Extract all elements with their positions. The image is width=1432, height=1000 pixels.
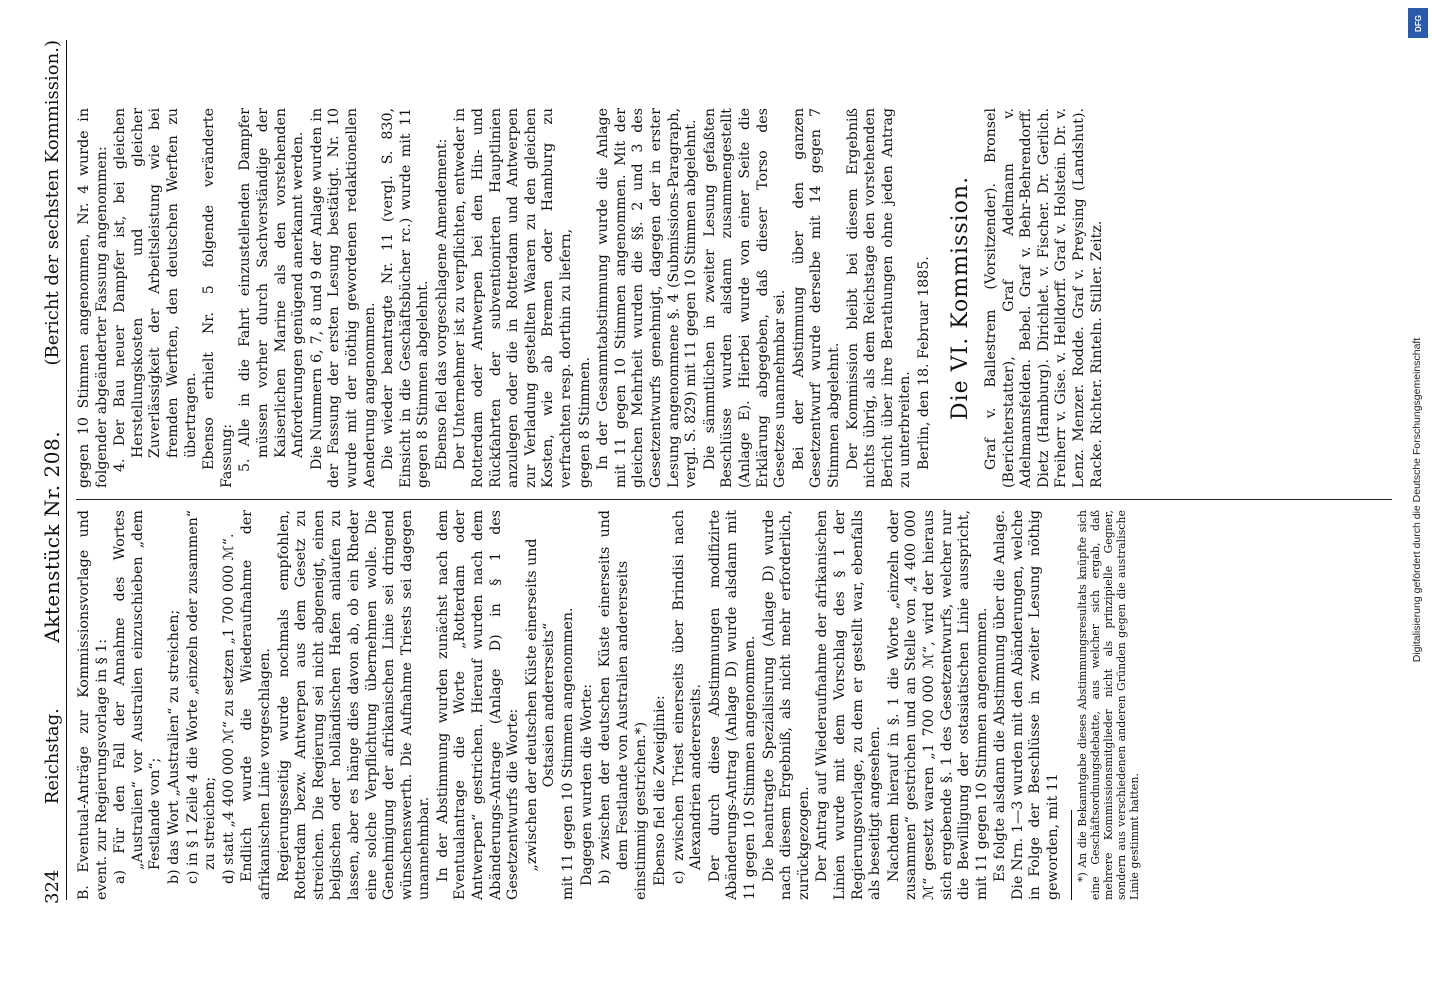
paragraph: Der Unternehmer ist zu verpflichten, entweder in Rotterdam oder Antwerpen bei den Hin- und Rückfahrten der subventionirten Hauptlinien anzulegen oder die in Rotterdam und Antwerpen zur Verladung gestellten Waaren zu den gleichen Kosten, wie ab Bremen oder Hamburg zu verfrachten resp. dorthin zu liefern, [452, 108, 575, 488]
paragraph: c) zwischen Triest einerseits über Brindisi nach Alexandrien andererseits. [670, 510, 705, 884]
left-column [76, 510, 1392, 900]
paragraph: gegen 10 Stimmen angenommen, Nr. 4 wurde in folgender abgeänderter Fassung angenommen: [76, 108, 110, 488]
paragraph: Es folgte alsdann die Abstimmung über die Anlage. Die Nrn. 1—3 wurden mit den Abänderungen, welche in Folge der Beschlüsse in zweiter Lesung nöthig geworden, mit 11 [992, 510, 1062, 900]
date-line: Berlin, den 18. Februar 1885. [915, 256, 932, 470]
paragraph: Die wieder beantragte Nr. 11 (vergl. S. 830, Einsicht in die Geschäftsbücher rc.) wurde mit 11 gegen 8 Stimmen abgelehnt. [380, 108, 432, 488]
right-column [76, 108, 1392, 488]
paragraph: Der durch diese Abstimmungen modifizirte Abänderungs-Antrag (Anlage D) wurde alsdann mit 11 gegen 10 Stimmen angenommen. [706, 510, 758, 900]
paragraph: d) statt „4 400 000 ℳ“ zu setzen „1 700 000 ℳ“. [220, 533, 237, 884]
page-number: 324 [42, 869, 63, 904]
paragraph: mit 11 gegen 10 Stimmen angenommen. [560, 607, 577, 900]
commission-members: Graf v. Ballestrem (Vorsitzender). Bronsel (Berichterstatter), Graf Adelmann v. Adelmannsfelden. Bebel. Graf v. Behr-Behrendorff. Dietz (Hamburg). Dirichlet. v. Fischer. Dr. Gerlich. Freiherr v. Gise. v. Helldorff. Graf v. Holstein. Dr. v. Lenz. Menzer. Rodde. Graf v. Preysing (Landshut). Racke. Richter. Rinteln. Stiller. Zeitz. [983, 108, 1105, 488]
paragraph: Ebenso fiel das vorgeschlagene Amendement: [433, 138, 450, 470]
paragraph: gegen 8 Stimmen. [576, 356, 593, 488]
header-left: Reichstag. [42, 708, 63, 805]
commission-title: Die VI. Kommission. [947, 175, 973, 421]
watermark-text: Digitalisierung gefördert durch die Deutsche Forschungsgemeinschaft [1411, 337, 1423, 663]
paragraph: Bei der Abstimmung über den ganzen Gesetzentwurf wurde derselbe mit 14 gegen 7 Stimmen abgelehnt. [790, 108, 842, 488]
page-header [22, 40, 62, 904]
paragraph: Die beantragte Spezialisirung (Anlage D) wurde nach diesem Ergebniß, als nicht mehr erforderlich, zurückgezogen. [760, 510, 812, 900]
paragraph: 4. Der Bau neuer Dampfer ist, bei gleichen Herstellungskosten und gleicher Zuverlässigkeit der Arbeitsleistung wie bei fremden Werften, den deutschen Werften zu übertragen. [112, 108, 199, 472]
paragraph: c) in § 1 Zeile 4 die Worte „einzeln oder zusammen“ zu streichen; [184, 510, 219, 884]
paragraph: Die sämmtlichen in zweiter Lesung gefaßten Beschlüsse wurden alsdann zusammengestellt (Anlage E). Hierbei wurde von einer Seite die Erklärung abgegeben, daß dieser Torso des Gesetzes unannehmbar sei. [701, 108, 789, 488]
paragraph: 5. Alle in die Fahrt einzustellenden Dampfer müssen vorher durch Sachverständige der Kaiserlichen Marine als den vorstehenden Anforderungen genügend anerkannt werden. [237, 108, 307, 472]
right-paragraphs [76, 108, 915, 488]
column-divider [76, 499, 1392, 500]
paragraph: In der Gesammtabstimmung wurde die Anlage mit 11 gegen 10 Stimmen angenommen. Mit der gleichen Mehrheit wurden die §§. 2 und 3 des Gesetzentwurfs genehmigt, dagegen der in erster Lesung angenommene §. 4 (Submissions-Paragraph, vergl. S. 829) mit 11 gegen 10 Stimmen abgelehnt. [595, 108, 700, 488]
left-paragraphs [76, 510, 1063, 900]
footnote-rule [1071, 810, 1072, 900]
paragraph: Ebenso erhielt Nr. 5 folgende veränderte Fassung: [201, 108, 235, 488]
header-center: Aktenstück Nr. 208. [40, 430, 64, 643]
paragraph: „zwischen der deutschen Küste einerseits und Ostasien andererseits“ [523, 538, 558, 872]
paragraph: Ebenso fiel die Zweiglinie: [652, 695, 668, 886]
paragraph: Die Nummern 6, 7, 8 und 9 der Anlage wurden in der Fassung der ersten Lesung bestätigt. Nr. 10 wurde mit der nöthig gewordenen redaktionellen Aenderung angenommen. [308, 108, 378, 488]
paragraph: b) zwischen der deutschen Küste einerseits und dem Festlande von Australien andererseits [597, 510, 631, 884]
paragraph: B. Eventual-Anträge zur Kommissionsvorlage und event. zur Regierungsvorlage in § 1: [76, 510, 110, 900]
paragraph: a) Für den Fall der Annahme des Wortes „Australien“ vor Australien einzuschieben „dem Festlande von“; [112, 510, 164, 884]
header-right: (Bericht der sechsten Kommission.) [42, 40, 63, 366]
paragraph: In der Abstimmung wurden zunächst nach dem Eventualantrage die Worte „Rotterdam oder Antwerpen“ gestrichen. Hierauf wurden nach dem Abänderungs-Antrage (Anlage D) in § 1 des Gesetzentwurfs die Worte: [434, 510, 522, 900]
paragraph: einstimmig gestrichen.*) [633, 721, 650, 900]
header-rule [66, 40, 67, 900]
footnote: *) An die Bekanntgabe dieses Abstimmungsresultats knüpfte sich eine Geschäftsordnungsdebatte, aus welcher sich ergab, daß mehrere Kommissionsmitglieder nicht als prinzipielle Gegner, sondern aus verschiedenen anderen Gründen gegen die australische Linie gestimmt hatten. [1075, 510, 1141, 900]
dfg-logo-text: DFG [1413, 14, 1423, 32]
paragraph: Dagegen wurden die Worte: [578, 684, 595, 886]
paragraph: Nachdem hierauf in §. 1 die Worte „einzeln oder zusammen“ gestrichen und an Stelle von „4 400 000 ℳ“ gesetzt waren „1 700 000 ℳ“, wird der hieraus sich ergebende §. 1 des Gesetzentwurfs, welcher nur die Bewilligung der ostasiatischen Linie ausspricht, mit 11 gegen 10 Stimmen angenommen. [885, 510, 990, 900]
paragraph: Endlich wurde die Wiederaufnahme der afrikanischen Linie vorgeschlagen. [239, 510, 273, 900]
paragraph: Der Antrag auf Wiederaufnahme der afrikanischen Linien wurde mit dem Vorschlag des § 1 der Regierungsvorlage, zu dem er gestellt war, ebenfalls als beseitigt angesehen. [814, 510, 884, 900]
paragraph: b) das Wort „Australien“ zu streichen; [165, 609, 182, 884]
watermark [1404, 10, 1430, 990]
paragraph: Der Kommission bleibt bei diesem Ergebniß nichts übrig, als dem Reichstage den vorstehenden Bericht über ihre Berathungen ohne jeden Antrag zu unterbreiten. [844, 108, 914, 488]
paragraph: Regierungsseitig wurde nochmals empfohlen, Rotterdam bezw. Antwerpen aus dem Gesetz zu streichen. Die Regierung sei nicht abgeneigt, einen belgischen oder holländischen Hafen anlaufen zu lassen, aber es hänge dies davon ab, ob ein Rheder eine solche Verpflichtung übernehmen wolle. Die Genehmigung der afrikanischen Linie sei dringend wünschenswerth. Die Aufnahme Triests sei dagegen unannehmbar. [275, 510, 433, 900]
